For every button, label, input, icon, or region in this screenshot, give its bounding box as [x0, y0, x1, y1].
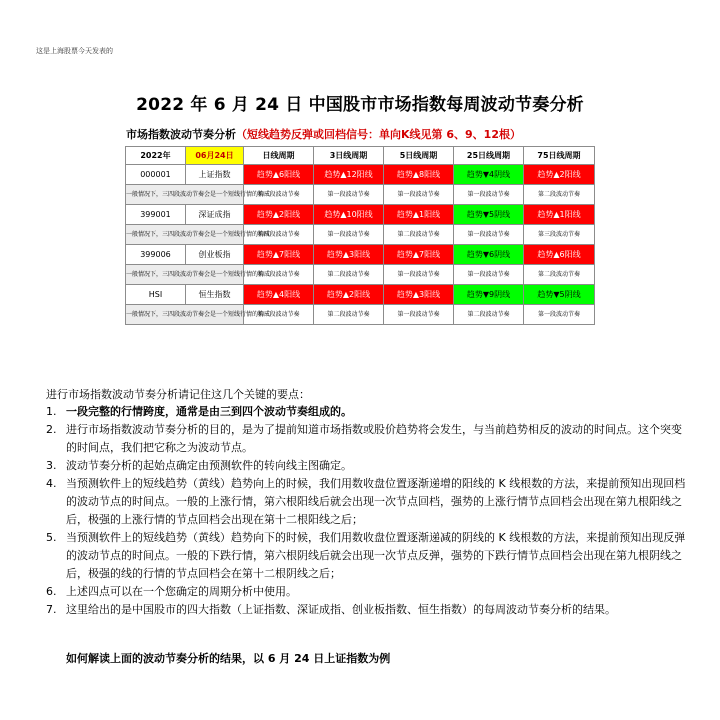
trend-cell-up: 趋势▲6阳线 [244, 165, 314, 185]
trend-cell-down: 趋势▼4阴线 [454, 165, 524, 185]
phase-cell: 第三段波动节奏 [524, 225, 595, 245]
trend-cell-up: 趋势▲3阳线 [314, 245, 384, 265]
phase-cell: 第一段波动节奏 [454, 185, 524, 205]
phase-cell: 第二段波动节奏 [244, 265, 314, 285]
index-row [126, 245, 595, 265]
header-year: 2022年 [126, 147, 186, 165]
trend-cell-up: 趋势▲12阳线 [314, 165, 384, 185]
phase-cell: 第一段波动节奏 [314, 225, 384, 245]
trend-cell-up: 趋势▲8阳线 [384, 165, 454, 185]
index-row [126, 285, 595, 305]
index-code: 399001 [126, 205, 186, 225]
trend-cell-up: 趋势▲4阳线 [244, 285, 314, 305]
phase-note: 一般情况下，三四段波动节奏会是一个短线行情的构成 [126, 185, 244, 205]
index-row [126, 205, 595, 225]
key-point-text: 当预测软件上的短线趋势（黄线）趋势向下的时候，我们用数收盘位置逐渐递减的阴线的 K 线根数的方法，来提前预知出现反弹的波动节点的时间点。一般的下跌行情，第六根阴线后就会出现一次节点反弹，强势的下跌行情节点回档会出现在第九根阴线之后，极强的线的行情的节点回档会在第十二根阴线之后； [66, 531, 686, 580]
phase-cell: 第二段波动节奏 [314, 265, 384, 285]
trend-cell-down: 趋势▼6阴线 [454, 245, 524, 265]
key-point-text: 这里给出的是中国股市的四大指数（上证指数、深证成指、创业板指数、恒生指数）的每周波动节奏分析的结果。 [66, 603, 616, 616]
closing-text: 如何解读上面的波动节奏分析的结果，以 6 月 24 日上证指数为例 [66, 652, 391, 665]
phase-row [126, 305, 595, 325]
key-point-text: 波动节奏分析的起始点确定由预测软件的转向线主图确定。 [66, 459, 352, 472]
trend-cell-up: 趋势▲2阳线 [244, 205, 314, 225]
key-point-item [46, 583, 686, 601]
trend-cell-up: 趋势▲1阳线 [384, 205, 454, 225]
phase-cell: 第一段波动节奏 [454, 225, 524, 245]
phase-cell: 第一段波动节奏 [384, 265, 454, 285]
key-point-number: 4. [46, 477, 57, 490]
rhythm-table [125, 146, 595, 325]
index-code: 399006 [126, 245, 186, 265]
header-period-3day: 3日线周期 [314, 147, 384, 165]
trend-cell-up: 趋势▲7阳线 [384, 245, 454, 265]
index-name: 创业板指 [186, 245, 244, 265]
key-point-number: 2. [46, 423, 57, 436]
phase-cell: 第一段波动节奏 [384, 185, 454, 205]
key-point-item [46, 457, 686, 475]
key-point-text: 当预测软件上的短线趋势（黄线）趋势向上的时候，我们用数收盘位置逐渐递增的阳线的 K 线根数的方法，来提前预知出现回档的波动节点的时间点。一般的上涨行情，第六根阳线后就会出现一次节点回档，强势的上涨行情节点回档会出现在第九根阳线之后，极强的上涨行情的节点回档会出现在第十二根阳线之后； [66, 477, 686, 526]
key-point-item [46, 529, 686, 583]
phase-cell: 第一段波动节奏 [454, 265, 524, 285]
trend-cell-up: 趋势▲2阳线 [314, 285, 384, 305]
phase-row [126, 185, 595, 205]
header-period-5day: 5日线周期 [384, 147, 454, 165]
index-row [126, 165, 595, 185]
phase-cell: 第一段波动节奏 [314, 185, 384, 205]
header-date: 06月24日 [186, 147, 244, 165]
header-period-25day: 25日线周期 [454, 147, 524, 165]
trend-cell-up: 趋势▲7阳线 [244, 245, 314, 265]
phase-note: 一般情况下，三四段波动节奏会是一个短线行情的构成 [126, 265, 244, 285]
key-points-list [46, 403, 686, 619]
key-point-text: 进行市场指数波动节奏分析的目的，是为了提前知道市场指数或股价趋势将会发生，与当前趋势相反的波动的时间点。这个突变的时间点，我们把它称之为波动节点。 [66, 423, 682, 454]
key-point-item [46, 601, 686, 619]
header-period-75day: 75日线周期 [524, 147, 595, 165]
index-name: 上证指数 [186, 165, 244, 185]
trend-cell-down: 趋势▼5阴线 [524, 285, 595, 305]
header-note: 这是上海股票今天发表的 [36, 47, 113, 55]
phase-row [126, 225, 595, 245]
trend-cell-down: 趋势▼9阴线 [454, 285, 524, 305]
table-subtitle [126, 126, 521, 142]
phase-cell: 第一段波动节奏 [384, 305, 454, 325]
phase-cell: 第二段波动节奏 [314, 305, 384, 325]
phase-cell: 第二段波动节奏 [524, 185, 595, 205]
phase-cell: 第三段波动节奏 [244, 305, 314, 325]
phase-row [126, 265, 595, 285]
table-body [126, 165, 595, 325]
index-code: 000001 [126, 165, 186, 185]
phase-note: 一般情况下，三四段波动节奏会是一个短线行情的构成 [126, 225, 244, 245]
subtitle-label: 市场指数波动节奏分析 [126, 128, 236, 141]
key-point-number: 3. [46, 459, 57, 472]
trend-cell-up: 趋势▲10阳线 [314, 205, 384, 225]
key-point-number: 7. [46, 603, 57, 616]
key-point-text: 上述四点可以在一个您确定的周期分析中使用。 [66, 585, 297, 598]
key-point-item [46, 421, 686, 457]
key-point-text: 一段完整的行情跨度，通常是由三到四个波动节奏组成的。 [66, 405, 352, 418]
phase-cell: 第二段波动节奏 [384, 225, 454, 245]
key-point-item [46, 403, 686, 421]
trend-cell-down: 趋势▼5阴线 [454, 205, 524, 225]
phase-note: 一般情况下，三四段波动节奏会是一个短线行情的构成 [126, 305, 244, 325]
header-period-daily: 日线周期 [244, 147, 314, 165]
key-point-number: 6. [46, 585, 57, 598]
phase-cell: 第四段波动节奏 [244, 225, 314, 245]
trend-cell-up: 趋势▲2阳线 [524, 165, 595, 185]
index-name: 深证成指 [186, 205, 244, 225]
key-point-number: 5. [46, 531, 57, 544]
phase-cell: 第三段波动节奏 [244, 185, 314, 205]
phase-cell: 第一段波动节奏 [524, 305, 595, 325]
subtitle-signal-note: （短线趋势反弹或回档信号：单向K线见第 6、9、12根） [236, 128, 521, 141]
index-code: HSI [126, 285, 186, 305]
trend-cell-up: 趋势▲1阳线 [524, 205, 595, 225]
phase-cell: 第二段波动节奏 [524, 265, 595, 285]
table-header-row [126, 147, 595, 165]
key-point-number: 1. [46, 405, 57, 418]
index-name: 恒生指数 [186, 285, 244, 305]
key-point-item [46, 475, 686, 529]
intro-text: 进行市场指数波动节奏分析请记住这几个关键的要点： [46, 388, 310, 401]
phase-cell: 第二段波动节奏 [454, 305, 524, 325]
page-title: 2022 年 6 月 24 日 中国股市市场指数每周波动节奏分析 [136, 95, 584, 115]
trend-cell-up: 趋势▲6阳线 [524, 245, 595, 265]
trend-cell-up: 趋势▲3阳线 [384, 285, 454, 305]
